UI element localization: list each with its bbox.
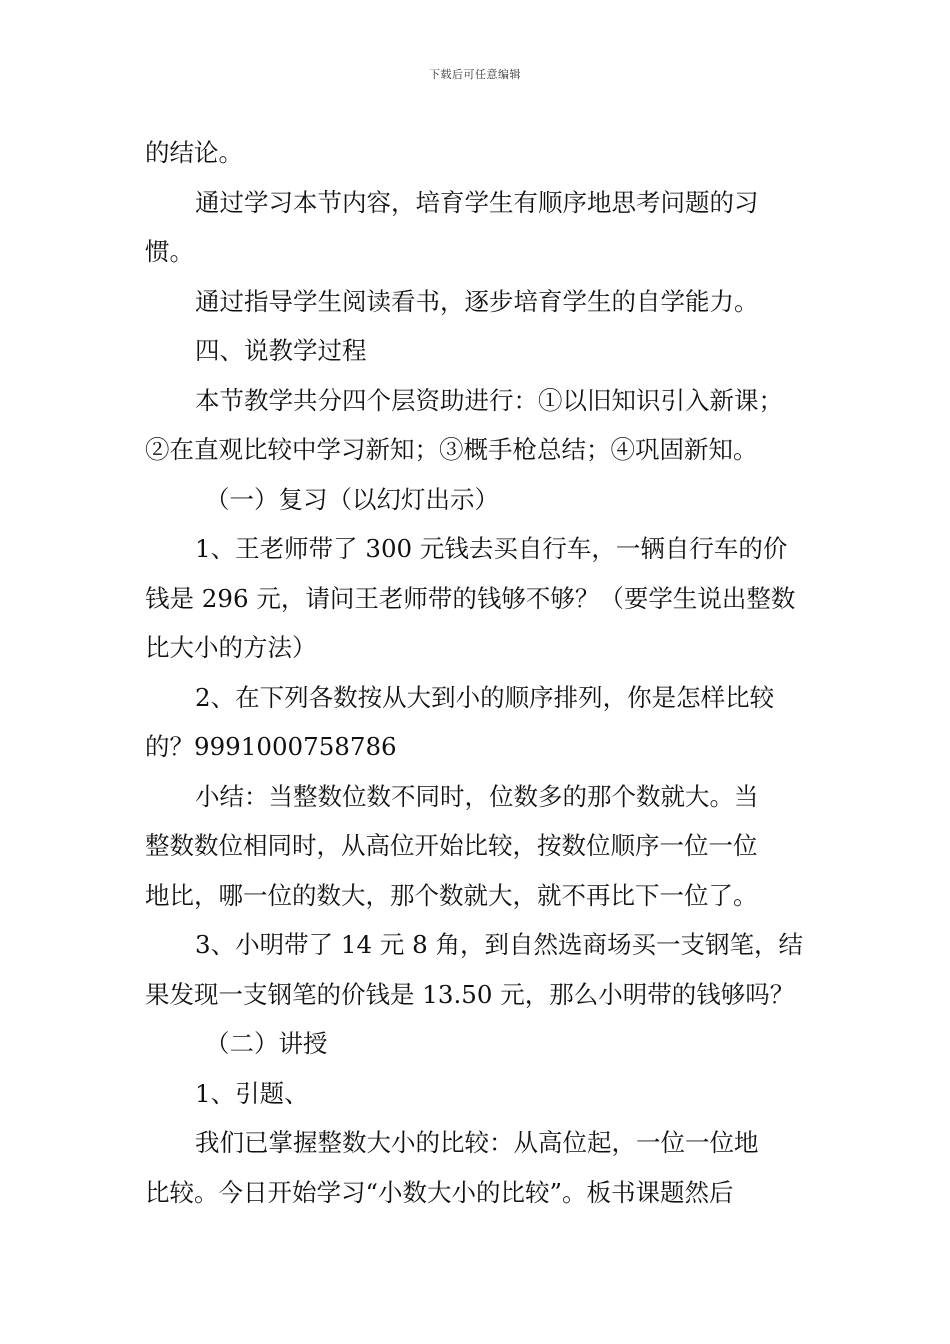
body-text bbox=[145, 128, 815, 1217]
paragraph-line: 比较。今日开始学习“小数大小的比较”。板书课题然后 bbox=[145, 1177, 734, 1207]
paragraph-line: 1、王老师带了 300 元钱去买自行车，一辆自行车的价 bbox=[195, 534, 788, 563]
paragraph-line: 地比，哪一位的数大，那个数就大，就不再比下一位了。 bbox=[145, 880, 758, 910]
page-header: 下载后可任意编辑 bbox=[429, 68, 521, 81]
paragraph-line: 果发现一支钢笔的价钱是 13.50 元，那么小明带的钱够吗？ bbox=[145, 979, 795, 1009]
subsection-heading: （一）复习（以幻灯出示） bbox=[205, 484, 499, 514]
paragraph-line: 小结：当整数位数不同时，位数多的那个数就大。当 bbox=[195, 781, 759, 811]
paragraph-line: 钱是 296 元，请问王老师带的钱够不够？（要学生说出整数 bbox=[145, 583, 796, 613]
paragraph-line: 通过指导学生阅读看书，逐步培育学生的自学能力。 bbox=[195, 286, 759, 316]
paragraph-line: 的？9991000758786 bbox=[145, 732, 397, 761]
section-heading: 四、说教学过程 bbox=[195, 336, 367, 365]
subsection-heading: （二）讲授 bbox=[205, 1029, 328, 1058]
paragraph-line: 整数数位相同时，从高位开始比较，按数位顺序一位一位 bbox=[145, 831, 758, 860]
paragraph-line: 惯。 bbox=[145, 237, 194, 266]
paragraph-line: 1、引题、 bbox=[195, 1078, 309, 1108]
paragraph-line: 的结论。 bbox=[145, 138, 243, 167]
paragraph-line: 通过学习本节内容，培育学生有顺序地思考问题的习 bbox=[195, 187, 759, 217]
paragraph-line: 比大小的方法） bbox=[145, 633, 317, 662]
paragraph-line: 3、小明带了 14 元 8 角，到自然选商场买一支钢笔，结 bbox=[195, 930, 803, 959]
paragraph-line: 我们已掌握整数大小的比较：从高位起，一位一位地 bbox=[195, 1128, 759, 1157]
paragraph-line: 本节教学共分四个层资助进行：①以旧知识引入新课； bbox=[195, 385, 783, 415]
paragraph-line: 2、在下列各数按从大到小的顺序排列，你是怎样比较 bbox=[195, 682, 775, 712]
paragraph-line: ②在直观比较中学习新知；③概手枪总结；④巩固新知。 bbox=[145, 435, 758, 464]
